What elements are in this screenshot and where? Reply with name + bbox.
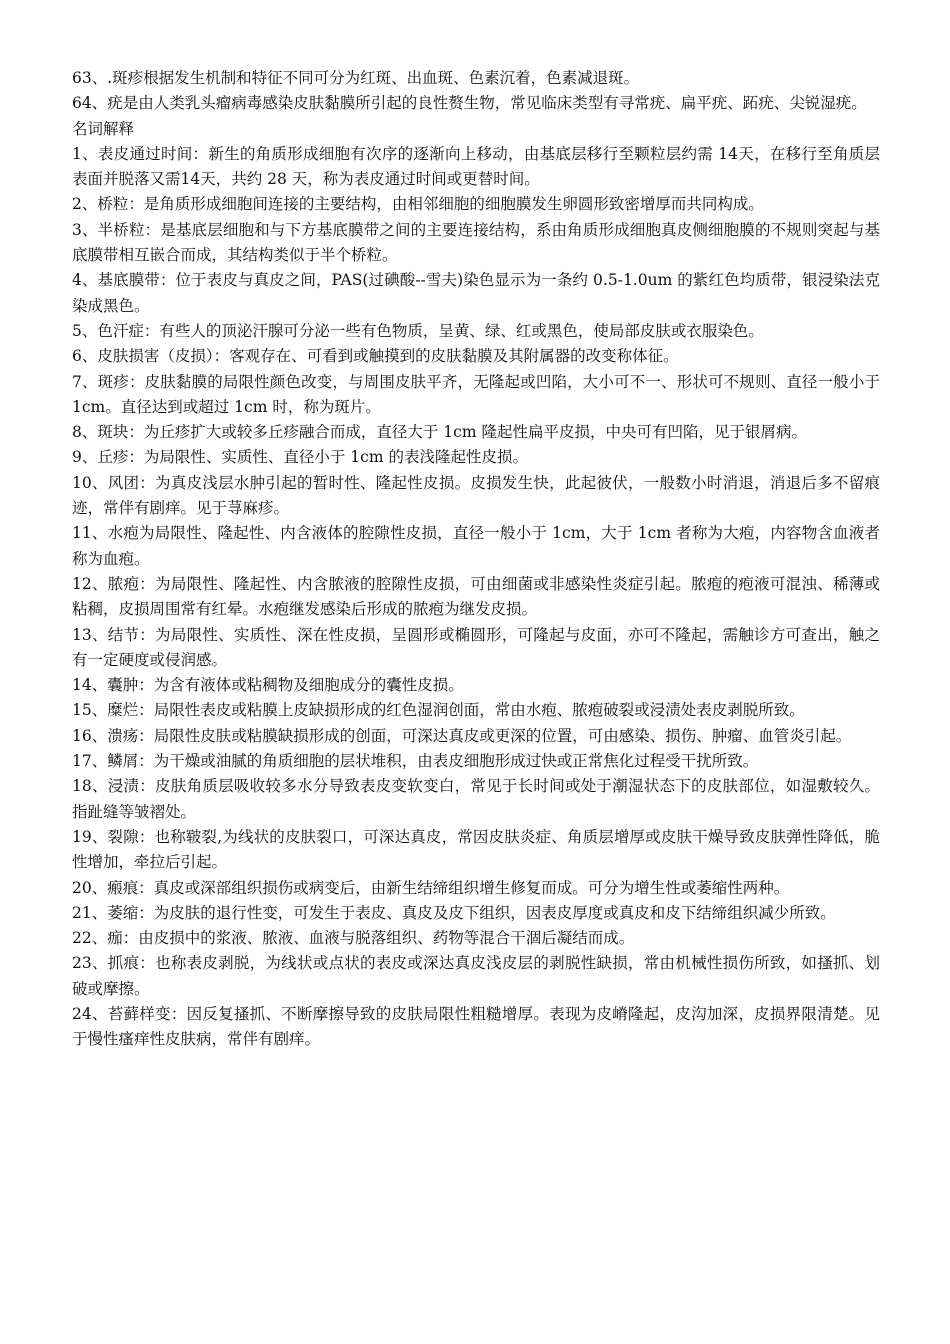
term-18: 18、浸渍：皮肤角质层吸收较多水分导致表皮变软变白，常见于长时间或处于潮湿状态下的皮肤部位，如湿敷较久。指趾缝等皱褶处。 [72, 777, 880, 821]
term-7: 7、斑疹：皮肤黏膜的局限性颜色改变，与周围皮肤平齐，无隆起或凹陷，大小可不一、形状可不规则、直径一般小于 1cm。直径达到或超过 1cm 时，称为斑片。 [72, 372, 880, 416]
list-item-64: 64、疣是由人类乳头瘤病毒感染皮肤黏膜所引起的良性赘生物，常见临床类型有寻常疣、扁平疣、跖疣、尖锐湿疣。 [72, 94, 867, 113]
term-4: 4、基底膜带：位于表皮与真皮之间，PAS(过碘酸--雪夫)染色显示为一条约 0.5-1.0um 的紫红色均质带，银浸染法克染成黑色。 [72, 271, 880, 315]
term-8: 8、斑块：为丘疹扩大或较多丘疹融合而成，直径大于 1cm 隆起性扁平皮损，中央可有凹陷，见于银屑病。 [72, 423, 807, 442]
term-6: 6、皮肤损害（皮损）：客观存在、可看到或触摸到的皮肤黏膜及其附属器的改变称体征。 [72, 347, 679, 366]
term-12: 12、脓疱：为局限性、隆起性、内含脓液的腔隙性皮损，可由细菌或非感染性炎症引起。脓疱的疱液可混浊、稀薄或粘稠，皮损周围常有红晕。水疱继发感染后形成的脓疱为继发皮损。 [72, 574, 880, 619]
term-21: 21、萎缩：为皮肤的退行性变，可发生于表皮、真皮及皮下组织，因表皮厚度或真皮和皮下结缔组织减少所致。 [72, 903, 836, 922]
term-3: 3、半桥粒：是基底层细胞和与下方基底膜带之间的主要连接结构，系由角质形成细胞真皮侧细胞膜的不规则突起与基底膜带相互嵌合而成，其结构类似于半个桥粒。 [72, 220, 880, 265]
term-16: 16、溃疡：局限性皮肤或粘膜缺损形成的创面，可深达真皮或更深的位置，可由感染、损伤、肿瘤、血管炎引起。 [72, 726, 852, 745]
term-13: 13、结节：为局限性、实质性、深在性皮损，呈圆形或椭圆形，可隆起与皮面，亦可不隆起，需触诊方可查出，触之有一定硬度或侵润感。 [72, 625, 880, 669]
term-19: 19、裂隙：也称皲裂,为线状的皮肤裂口，可深达真皮，常因皮肤炎症、角质层增厚或皮肤干燥导致皮肤弹性降低，脆性增加，牵拉后引起。 [72, 827, 880, 872]
term-11: 11、水疱为局限性、隆起性、内含液体的腔隙性皮损，直径一般小于 1cm，大于 1cm 者称为大疱，内容物含血液者称为血疱。 [72, 524, 880, 568]
term-17: 17、鳞屑：为干燥或油腻的角质细胞的层状堆积，由表皮细胞形成过快或正常焦化过程受干扰所致。 [72, 752, 759, 771]
term-1: 1、表皮通过时间：新生的角质形成细胞有次序的逐渐向上移动，由基底层移行至颗粒层约需 14天，在移行至角质层表面并脱落又需14天，共约 28 天，称为表皮通过时间或更替时间。 [72, 144, 880, 189]
term-23: 23、抓痕：也称表皮剥脱，为线状或点状的表皮或深达真皮浅皮层的剥脱性缺损，常由机械性损伤所致，如搔抓、划破或摩擦。 [72, 954, 880, 998]
document-page [72, 66, 880, 1053]
term-15: 15、糜烂：局限性表皮或粘膜上皮缺损形成的红色湿润创面，常由水疱、脓疱破裂或浸渍处表皮剥脱所致。 [72, 701, 805, 720]
term-20: 20、瘢痕：真皮或深部组织损伤或病变后，由新生结缔组织增生修复而成。可分为增生性或萎缩性两种。 [72, 878, 790, 897]
term-9: 9、丘疹：为局限性、实质性、直径小于 1cm 的表浅隆起性皮损。 [72, 448, 528, 467]
term-10: 10、风团：为真皮浅层水肿引起的暂时性、隆起性皮损。皮损发生快，此起彼伏，一般数小时消退，消退后多不留痕迹，常伴有剧痒。见于荨麻疹。 [72, 473, 880, 518]
term-5: 5、色汗症：有些人的顶泌汗腺可分泌一些有色物质，呈黄、绿、红或黑色，使局部皮肤或衣服染色。 [72, 321, 764, 340]
term-24: 24、苔藓样变：因反复搔抓、不断摩擦导致的皮肤局限性粗糙增厚。表现为皮嵴隆起，皮沟加深，皮损界限清楚。见于慢性瘙痒性皮肤病，常伴有剧痒。 [72, 1004, 880, 1049]
section-heading: 名词解释 [72, 119, 135, 138]
term-2: 2、桥粒：是角质形成细胞间连接的主要结构，由相邻细胞的细胞膜发生卵圆形致密增厚而共同构成。 [72, 195, 764, 214]
term-14: 14、囊肿：为含有液体或粘稠物及细胞成分的囊性皮损。 [72, 676, 464, 695]
term-22: 22、痂：由皮损中的浆液、脓液、血液与脱落组织、药物等混合干涸后凝结而成。 [72, 929, 635, 948]
list-item-63: 63、.斑疹根据发生机制和特征不同可分为红斑、出血斑、色素沉着，色素减退斑。 [72, 69, 640, 87]
